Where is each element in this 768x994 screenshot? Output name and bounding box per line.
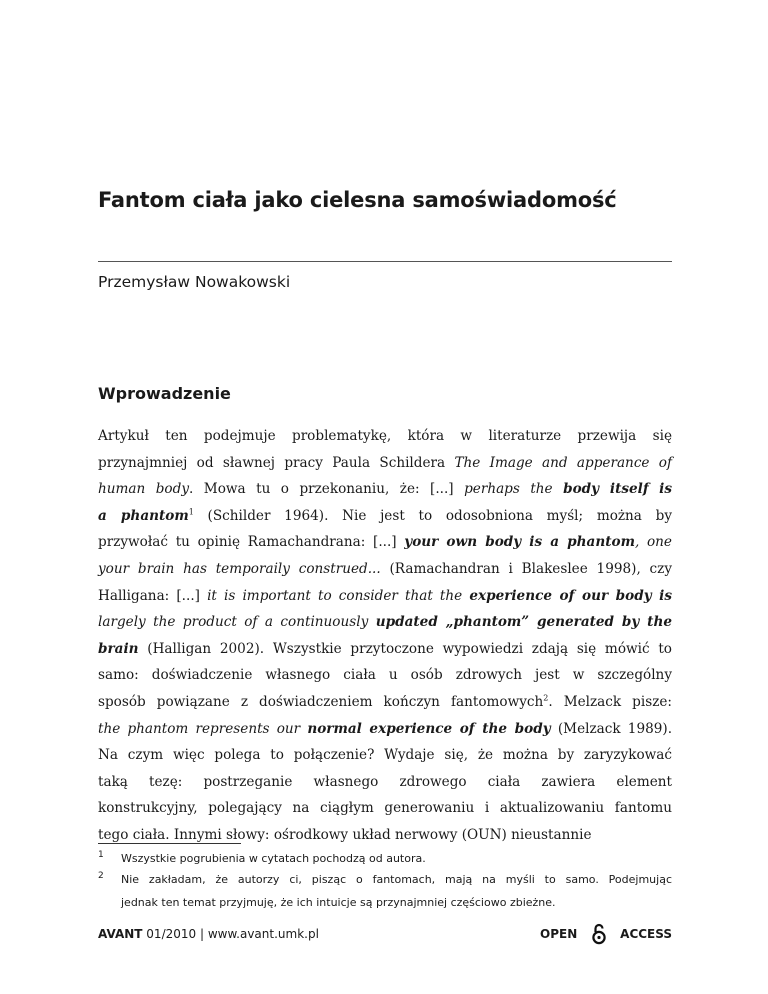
emphasis-italic: perhaps the: [464, 481, 564, 498]
paragraph-line: [98, 503, 672, 530]
paragraph-line: [98, 450, 672, 477]
paragraph-line: [98, 476, 672, 503]
emphasis-bold-italic: body itself: [563, 481, 649, 498]
footnote-number: 1: [98, 850, 104, 860]
title-divider: [98, 261, 672, 262]
text-run: (Melzack 1989).: [550, 720, 673, 737]
text-run: tego ciała. Innymi słowy: ośrodkowy układ nerwowy (OUN) nieustannie: [98, 826, 592, 843]
paragraph-line: [98, 689, 672, 716]
text-run: taką tezę: postrzeganie własnego zdrowego ciała zawiera element: [98, 773, 672, 790]
footnote-2: [98, 868, 672, 914]
text-run: . Mowa tu o przekonaniu, że: [...]: [189, 481, 465, 498]
footnote-line: Nie zakładam, że autorzy ci, pisząc o fantomach, mają na myśli to samo. Podejmując: [121, 873, 672, 886]
footnote-ref: 1: [188, 507, 194, 517]
paragraph-line: [98, 529, 672, 556]
footnote-1: [98, 847, 672, 870]
paragraph-line: [98, 742, 672, 769]
emphasis-bold-italic: your own body is a phantom: [404, 534, 635, 551]
emphasis-italic: your brain has temporaily construed...: [98, 560, 381, 577]
access-label: ACCESS: [620, 927, 672, 941]
emphasis-italic: The Image and apperance of: [454, 454, 673, 471]
journal-footer: [98, 927, 319, 941]
footnote-line: jednak ten temat przyjmuję, że ich intuicje są przynajmniej częściowo zbieżne.: [121, 896, 556, 909]
emphasis-bold-italic: brain: [98, 640, 139, 657]
footnote-line: Wszystkie pogrubienia w cytatach pochodzą od autora.: [121, 852, 426, 865]
author-name: Przemysław Nowakowski: [98, 273, 291, 291]
text-run: przynajmniej od sławnej pracy Paula Schildera: [98, 454, 455, 471]
text-run: (Ramachandran i Blakeslee 1998), czy: [380, 560, 672, 577]
emphasis-bold-italic: experience of our body is: [469, 587, 672, 604]
paragraph-line: [98, 769, 672, 796]
text-run: . Melzack pisze:: [548, 693, 672, 710]
emphasis-italic: the phantom represents our: [98, 720, 308, 737]
emphasis-italic: [649, 481, 659, 497]
text-run: Artykuł ten podejmuje problematykę, która w literaturze przewija się: [98, 428, 672, 444]
paragraph-line: [98, 822, 672, 849]
emphasis-italic: it is important to consider that the: [207, 587, 470, 604]
open-access-icon: [591, 923, 607, 945]
text-run: (Schilder 1964). Nie jest to odosobniona myśl; można by: [193, 507, 672, 524]
emphasis-bold-italic: is: [659, 481, 672, 498]
footnote-number: 2: [98, 871, 104, 881]
emphasis-italic: largely the product of a continuously: [98, 614, 376, 631]
paragraph-line: [98, 662, 672, 689]
paragraph-line: [98, 795, 672, 822]
footnote-divider: [98, 843, 241, 844]
paragraph-line: [98, 609, 672, 636]
section-heading: Wprowadzenie: [98, 384, 231, 403]
paragraph-line: [98, 716, 672, 743]
article-title: Fantom ciała jako cielesna samoświadomość: [98, 188, 617, 212]
emphasis-bold-italic: normal experience of the body: [307, 720, 551, 737]
footnote-ref: 2: [543, 693, 549, 703]
paragraph-line: [98, 636, 672, 663]
text-run: samo: doświadczenie własnego ciała u osób zdrowych jest w szczególny: [98, 667, 672, 684]
journal-name: AVANT: [98, 927, 143, 941]
text-run: konstrukcyjny, polegający na ciągłym generowaniu i aktualizowaniu fantomu: [98, 800, 672, 817]
open-access-badge: [540, 922, 672, 946]
emphasis-bold-italic: updated „phantom” generated by the: [375, 614, 672, 631]
text-run: (Halligan 2002). Wszystkie przytoczone wypowiedzi zdają się mówić to: [138, 640, 672, 657]
text-run: Na czym więc polega to połączenie? Wydaje się, że można by zaryzykować: [98, 747, 672, 764]
emphasis-italic: human body: [98, 481, 189, 498]
paragraph-line: [98, 423, 672, 450]
journal-issue: 01/2010 | www.avant.umk.pl: [146, 927, 319, 941]
emphasis-bold-italic: a phantom: [98, 507, 189, 524]
body-paragraph: [98, 423, 672, 849]
paragraph-line: [98, 556, 672, 583]
text-run: Halligana: [...]: [98, 587, 208, 604]
open-label: OPEN: [540, 927, 578, 941]
text-run: przywołać tu opinię Ramachandrana: [...]: [98, 534, 405, 551]
paragraph-line: [98, 583, 672, 610]
emphasis-italic: , one: [634, 534, 672, 551]
text-run: sposób powiązane z doświadczeniem kończyn fantomowych: [98, 693, 544, 710]
